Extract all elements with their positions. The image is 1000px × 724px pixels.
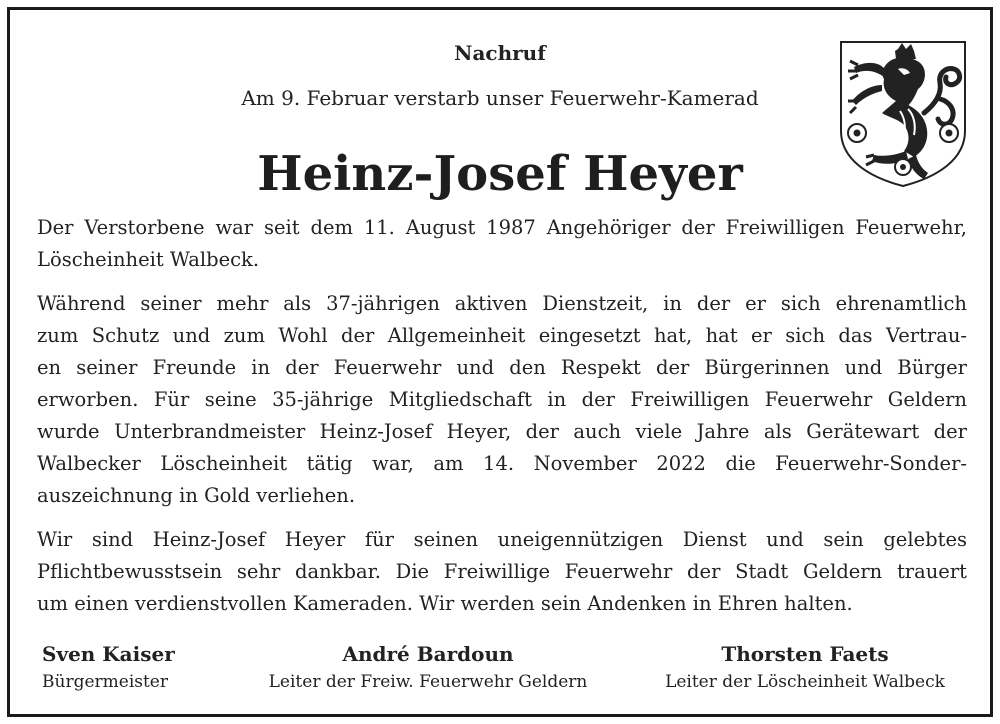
- signer-role: Leiter der Freiw. Feuerwehr Geldern: [268, 672, 588, 692]
- lion-coat-of-arms-icon: [838, 39, 968, 189]
- obituary-paragraph-3: [37, 524, 967, 620]
- signer-role: Bürgermeister: [42, 672, 168, 692]
- obituary-paragraph-2: [37, 288, 967, 512]
- text-line: um einen verdienstvollen Kameraden. Wir werden sein Andenken in Ehren halten.: [37, 592, 853, 615]
- obituary-paragraph-1: [37, 212, 967, 276]
- text-line: Der Verstorbene war seit dem 11. August 1987 Angehöriger der Freiwilligen Feuerwehr,: [37, 216, 967, 239]
- text-line: erworben. Für seine 35-jährige Mitgliedschaft in der Freiwilligen Feuerwehr Geldern: [37, 388, 967, 411]
- obituary-frame: [7, 7, 993, 717]
- text-line: Wir sind Heinz-Josef Heyer für seinen uneigennützigen Dienst und sein gelebtes: [37, 528, 967, 551]
- signer-name: Thorsten Faets: [721, 642, 889, 666]
- text-line: auszeichnung in Gold verliehen.: [37, 484, 356, 507]
- signer-name: Sven Kaiser: [42, 642, 175, 666]
- signature-mayor: [42, 642, 175, 692]
- text-line: zum Schutz und zum Wohl der Allgemeinheit eingesetzt hat, hat er sich das Vertrau-: [37, 324, 967, 347]
- signer-name: André Bardoun: [342, 642, 514, 666]
- signer-role: Leiter der Löscheinheit Walbeck: [665, 672, 945, 692]
- text-line: Löscheinheit Walbeck.: [37, 248, 260, 271]
- obituary-intro: Am 9. Februar verstarb unser Feuerwehr-Kamerad: [241, 86, 759, 110]
- text-line: en seiner Freunde in der Feuerwehr und den Respekt der Bürgerinnen und Bürger: [37, 356, 967, 379]
- deceased-name: Heinz-Josef Heyer: [257, 146, 743, 202]
- text-line: wurde Unterbrandmeister Heinz-Josef Heyer, der auch viele Jahre als Gerätewart der: [37, 420, 967, 443]
- text-line: Walbecker Löscheinheit tätig war, am 14. November 2022 die Feuerwehr-Sonder-: [37, 452, 967, 475]
- signature-fire-chief: [258, 642, 598, 692]
- text-line: Pflichtbewusstsein sehr dankbar. Die Freiwillige Feuerwehr der Stadt Geldern trauert: [37, 560, 967, 583]
- text-line: Während seiner mehr als 37-jährigen aktiven Dienstzeit, in der er sich ehrenamtlich: [37, 292, 967, 315]
- signature-unit-leader: [650, 642, 960, 692]
- obituary-title: Nachruf: [454, 41, 546, 65]
